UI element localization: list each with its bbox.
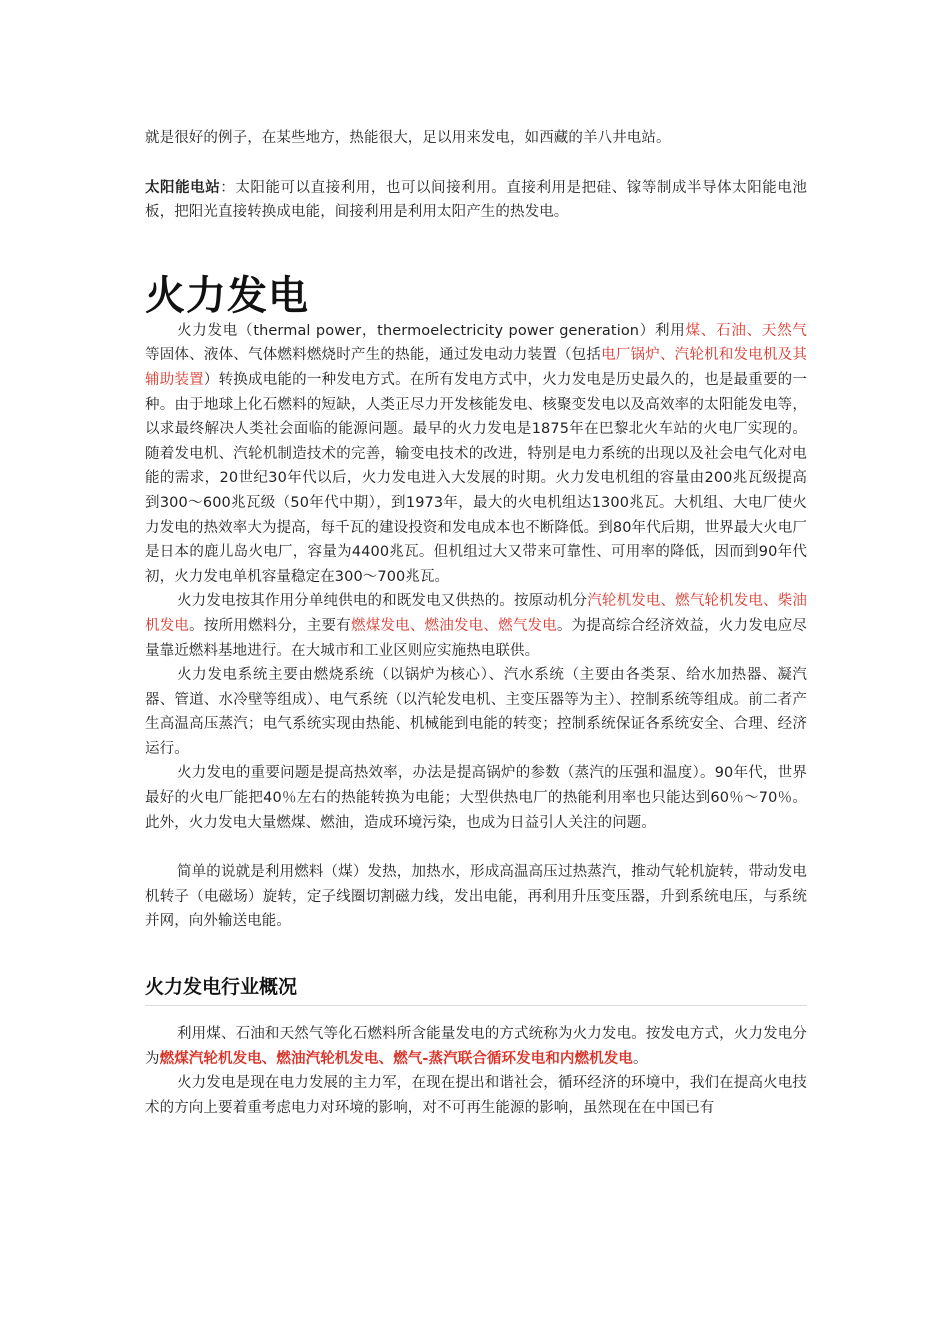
para1-text-b: 等固体、液体、气体燃料燃烧时产生的热能，通过发电动力装置（包括 [145, 347, 602, 364]
industry-p1-text-a: 利用煤、石油和天然气等化石燃料所含能量发电的方式统称为火力发电。按发电方式，火力发电分为 [145, 1026, 807, 1067]
para2-text-a: 火力发电按其作用分单纯供电的和既发电又供热的。按原动机分 [177, 593, 588, 610]
thermal-power-paragraph-1 [145, 319, 807, 590]
section-heading-industry-overview: 火力发电行业概况 [145, 973, 807, 1006]
para2-text-c: 。为提高综合经济效益，火力发电应尽量靠近燃料基地进行。在大城市和工业区则应实施热电联供。 [145, 617, 807, 659]
page-title: 火力发电 [145, 272, 309, 319]
para1-text-a: 火力发电（thermal power，thermoelectricity power generation）利用 [177, 322, 686, 339]
equipment-link[interactable]: 电厂锅炉、汽轮机和发电机及其辅助装置 [145, 347, 807, 388]
intro-paragraph-end: 就是很好的例子，在某些地方，热能很大，足以用来发电，如西藏的羊八井电站。 [145, 130, 671, 146]
thermal-power-paragraph-2 [145, 589, 807, 663]
solar-text: ：太阳能可以直接利用，也可以间接利用。直接利用是把硅、镓等制成半导体太阳能电池板，把阳光直接转换成电能，间接利用是利用太阳产生的热发电。 [145, 179, 807, 221]
engine-types-link[interactable]: 汽轮机发电、燃气轮机发电、柴油机发电 [145, 593, 807, 634]
industry-paragraph-1 [145, 1022, 807, 1071]
fuels-link[interactable]: 煤、石油、天然气 [685, 322, 807, 339]
thermal-power-paragraph-5: 简单的说就是利用燃料（煤）发热，加热水，形成高温高压过热蒸汽，推动气轮机旋转，带动发电机转子（电磁场）旋转，定子线圈切割磁力线，发出电能，再利用升压变压器，升到系统电压，与系统并网，向外输送电能。 [145, 864, 807, 930]
fuel-types-link[interactable]: 燃煤发电、燃油发电、燃气发电 [350, 617, 557, 634]
generation-types-link[interactable]: 燃煤汽轮机发电、燃油汽轮机发电、燃气-蒸汽联合循环发电和内燃机发电 [159, 1050, 633, 1067]
para1-text-c: ）转换成电能的一种发电方式。在所有发电方式中，火力发电是历史最久的，也是最重要的一种。由于地球上化石燃料的短缺，人类正尽力开发核能发电、核聚变发电以及高效率的太阳能发电等，以求最终解决人类社会面临的能源问题。最早的火力发电是1875年在巴黎北火车站的火电厂实现的。随着发电机、汽轮机制造技术的完善，输变电技术的改进，特别是电力系统的出现以及社会电气化对电能的需求，20世纪30年代以后，火力发电进入大发展的时期。火力发电机组的容量由200兆瓦级提高到300～600兆瓦级（50年代中期），到1973年，最大的火电机组达1300兆瓦。大机组、大电厂使火力发电的热效率大为提高，每千瓦的建设投资和发电成本也不断降低。到80年代后期，世界最大火电厂是日本的鹿儿岛火电厂，容量为4400兆瓦。但机组过大又带来可靠性、可用率的降低，因而到90年代初，火力发电单机容量稳定在300～700兆瓦。 [145, 371, 807, 585]
solar-paragraph [145, 176, 807, 225]
document-body [145, 126, 807, 1120]
para2-text-b: 。按所用燃料分，主要有 [189, 617, 351, 634]
thermal-power-paragraph-3: 火力发电系统主要由燃烧系统（以锅炉为核心）、汽水系统（主要由各类泵、给水加热器、凝汽器、管道、水冷壁等组成）、电气系统（以汽轮发电机、主变压器等为主）、控制系统等组成。前二者产生高温高压蒸汽；电气系统实现由热能、机械能到电能的转变；控制系统保证各系统安全、合理、经济运行。 [145, 667, 807, 757]
industry-paragraph-2: 火力发电是现在电力发展的主力军，在现在提出和谐社会，循环经济的环境中，我们在提高火电技术的方向上要着重考虑电力对环境的影响，对不可再生能源的影响，虽然现在在中国已有 [145, 1075, 807, 1116]
industry-p1-text-b: 。 [632, 1050, 648, 1067]
solar-label: 太阳能电站 [145, 179, 221, 196]
thermal-power-paragraph-4: 火力发电的重要问题是提高热效率，办法是提高锅炉的参数（蒸汽的压强和温度）。90年代，世界最好的火电厂能把40％左右的热能转换为电能；大型供热电厂的热能利用率也只能达到60％～70％。此外，火力发电大量燃煤、燃油，造成环境污染，也成为日益引人关注的问题。 [145, 765, 807, 831]
